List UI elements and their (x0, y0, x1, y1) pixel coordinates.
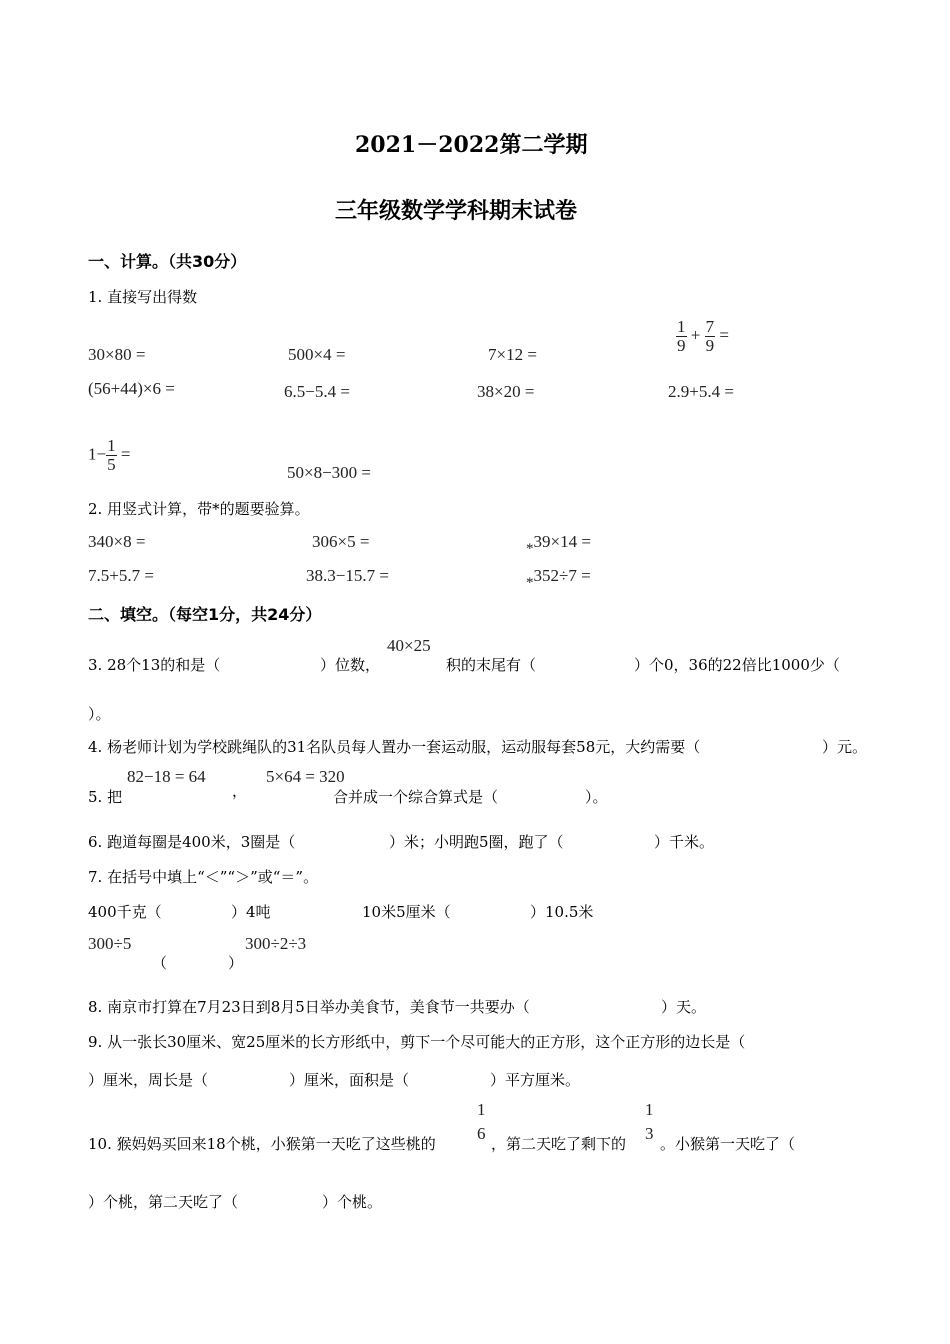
calc-item: 2.9+5.4 = (668, 382, 734, 401)
q10-text: ，第二天吃了剩下的 (491, 1135, 627, 1153)
q10-fraction: 1 3 (645, 1100, 654, 1143)
q7-expression: 300÷2÷3 (245, 934, 307, 953)
vertical-calc-item: 7.5+5.7 = (88, 566, 154, 585)
q4-text: ）元。 (822, 738, 868, 756)
section-1-heading: 一、计算。（共30分） (88, 252, 247, 271)
q1-label: 1. 直接写出得数 (88, 288, 198, 306)
q3-text: ）位数， (320, 656, 381, 674)
q5-equation: 82−18 = 64 (127, 767, 206, 786)
q9-text: ）厘米，周长是（ (88, 1071, 209, 1089)
q9-text: ）厘米，面积是（ (289, 1071, 410, 1089)
vertical-calc-verify-item: *39×14 = (526, 532, 591, 557)
q6-text: 6. 跑道每圈是400米，3圈是（ (88, 833, 296, 851)
exam-title: 三年级数学学科期末试卷 (335, 198, 578, 224)
q5-text: ）。 (585, 788, 608, 806)
q9-text: 9. 从一张长30厘米、宽25厘米的长方形纸中，剪下一个尽可能大的正方形，这个正方形的边长是（ (88, 1033, 746, 1051)
q7-compare: 10米5厘米（ (362, 903, 451, 921)
q10-text: 。小猴第一天吃了（ (660, 1135, 796, 1153)
q10-fraction: 1 6 (477, 1100, 486, 1143)
q10-text: ）个桃，第二天吃了（ (88, 1193, 239, 1211)
q7-bracket: （ (152, 954, 168, 972)
q4-text: 4. 杨老师计划为学校跳绳队的31名队员每人置办一套运动服，运动服每套58元，大约需要（ (88, 738, 701, 756)
exam-term-title: 2021－2022第二学期 (355, 132, 588, 158)
calc-item: 6.5−5.4 = (284, 382, 350, 401)
q7-expression: 300÷5 (88, 934, 132, 953)
section-2-heading: 二、填空。（每空1分，共24分） (88, 605, 322, 624)
calc-item: 30×80 = (88, 345, 146, 364)
vertical-calc-item: 306×5 = (312, 532, 370, 551)
q9-text: ）平方厘米。 (490, 1071, 581, 1089)
q5-equation: 5×64 = 320 (266, 767, 345, 786)
q7-label: 7. 在括号中填上“＜”“＞”或“＝”。 (88, 868, 319, 886)
fraction-diff-item: 1− $\frac{1}{5}$ = (88, 436, 131, 474)
q10-text: 10. 猴妈妈买回来18个桃，小猴第一天吃了这些桃的 (88, 1135, 436, 1153)
q3-text: ）。 (88, 705, 111, 723)
q3-expression: 40×25 (387, 636, 431, 655)
q2-label: 2. 用竖式计算，带*的题要验算。 (88, 500, 310, 518)
vertical-calc-verify-item: *352÷7 = (526, 566, 591, 591)
calc-item: 7×12 = (488, 345, 537, 364)
q7-compare: ）4吨 (231, 903, 271, 921)
q6-text: ）千米。 (654, 833, 715, 851)
q8-text: ）天。 (661, 998, 707, 1016)
calc-item: (56+44)×6 = (88, 379, 175, 398)
q8-text: 8. 南京市打算在7月23日到8月5日举办美食节，美食节一共要办（ (88, 998, 530, 1016)
q5-text: ， (232, 782, 248, 800)
q6-text: ）米；小明跑5圈，跑了（ (389, 833, 564, 851)
q5-text: 合并成一个综合算式是（ (333, 788, 499, 806)
calc-item: 50×8−300 = (287, 463, 372, 482)
q10-text: ）个桃。 (322, 1193, 383, 1211)
vertical-calc-item: 38.3−15.7 = (306, 566, 389, 585)
calc-item: 500×4 = (288, 345, 346, 364)
fraction-sum-item: $\frac{1}{9}$ + $\frac{7}{9}$ = (677, 317, 729, 355)
vertical-calc-item: 340×8 = (88, 532, 146, 551)
calc-item: 38×20 = (477, 382, 535, 401)
q7-bracket: ） (228, 954, 244, 972)
q3-text: 积的末尾有（ (446, 656, 537, 674)
q3-text: 3. 28个13的和是（ (88, 656, 221, 674)
q5-text: 5. 把 (88, 788, 123, 806)
q7-compare: ）10.5米 (530, 903, 594, 921)
q7-compare: 400千克（ (88, 903, 162, 921)
q3-text: ）个0，36的22倍比1000少（ (634, 656, 840, 674)
